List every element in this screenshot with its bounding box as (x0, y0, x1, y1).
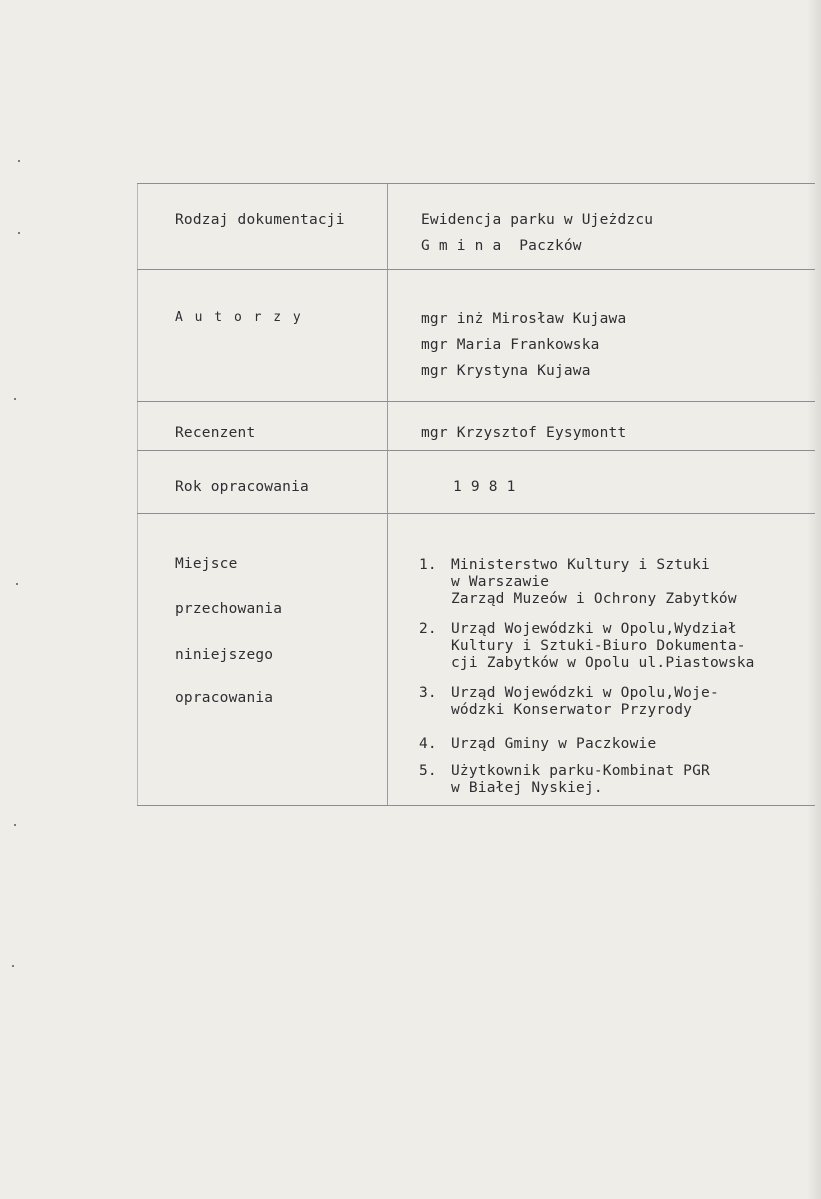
label-recenzent: Recenzent (175, 425, 256, 441)
value-rok: 1 9 8 1 (453, 479, 516, 495)
row-divider (137, 450, 815, 451)
paper-speck (14, 824, 16, 826)
paper-speck (18, 160, 20, 162)
item-number: 1. (419, 557, 437, 573)
label-rodzaj: Rodzaj dokumentacji (175, 212, 345, 228)
paper-speck (12, 965, 14, 967)
value-recenzent: mgr Krzysztof Eysymontt (421, 425, 627, 441)
item-line: cji Zabytków w Opolu ul.Piastowska (451, 655, 755, 671)
item-number: 3. (419, 685, 437, 701)
item-line: w Białej Nyskiej. (451, 780, 603, 796)
table-left-border (137, 183, 138, 805)
item-number: 4. (419, 736, 437, 752)
label-miejsce-2: przechowania (175, 601, 283, 617)
author-3: mgr Krystyna Kujawa (421, 363, 591, 379)
label-miejsce-4: opracowania (175, 690, 274, 706)
item-line: Zarząd Muzeów i Ochrony Zabytków (451, 591, 737, 607)
label-rok: Rok opracowania (175, 479, 309, 495)
row-divider (137, 513, 815, 514)
author-1: mgr inż Mirosław Kujawa (421, 311, 627, 327)
item-line: Urząd Wojewódzki w Opolu,Woje- (451, 685, 719, 701)
value-rodzaj-line2: G m i n a Paczków (421, 238, 582, 254)
paper-speck (14, 398, 16, 400)
item-number: 2. (419, 621, 437, 637)
row-divider (137, 183, 815, 184)
item-line: Kultury i Sztuki-Biuro Dokumenta- (451, 638, 746, 654)
label-miejsce-1: Miejsce (175, 556, 238, 572)
documentation-table (137, 183, 817, 806)
item-line: Urząd Gminy w Paczkowie (451, 736, 657, 752)
paper-speck (18, 232, 20, 234)
item-line: Użytkownik parku-Kombinat PGR (451, 763, 710, 779)
author-2: mgr Maria Frankowska (421, 337, 600, 353)
value-rodzaj-line1: Ewidencja parku w Ujeżdzcu (421, 212, 654, 228)
row-divider (137, 269, 815, 270)
item-number: 5. (419, 763, 437, 779)
item-line: w Warszawie (451, 574, 550, 590)
item-line: Urząd Wojewódzki w Opolu,Wydział (451, 621, 737, 637)
row-divider (137, 805, 815, 806)
row-divider (137, 401, 815, 402)
paper-speck (16, 583, 18, 585)
item-line: wódzki Konserwator Przyrody (451, 702, 693, 718)
column-divider (387, 183, 388, 805)
label-autorzy: A u t o r z y (175, 310, 303, 325)
label-miejsce-3: niniejszego (175, 647, 274, 663)
item-line: Ministerstwo Kultury i Sztuki (451, 557, 710, 573)
